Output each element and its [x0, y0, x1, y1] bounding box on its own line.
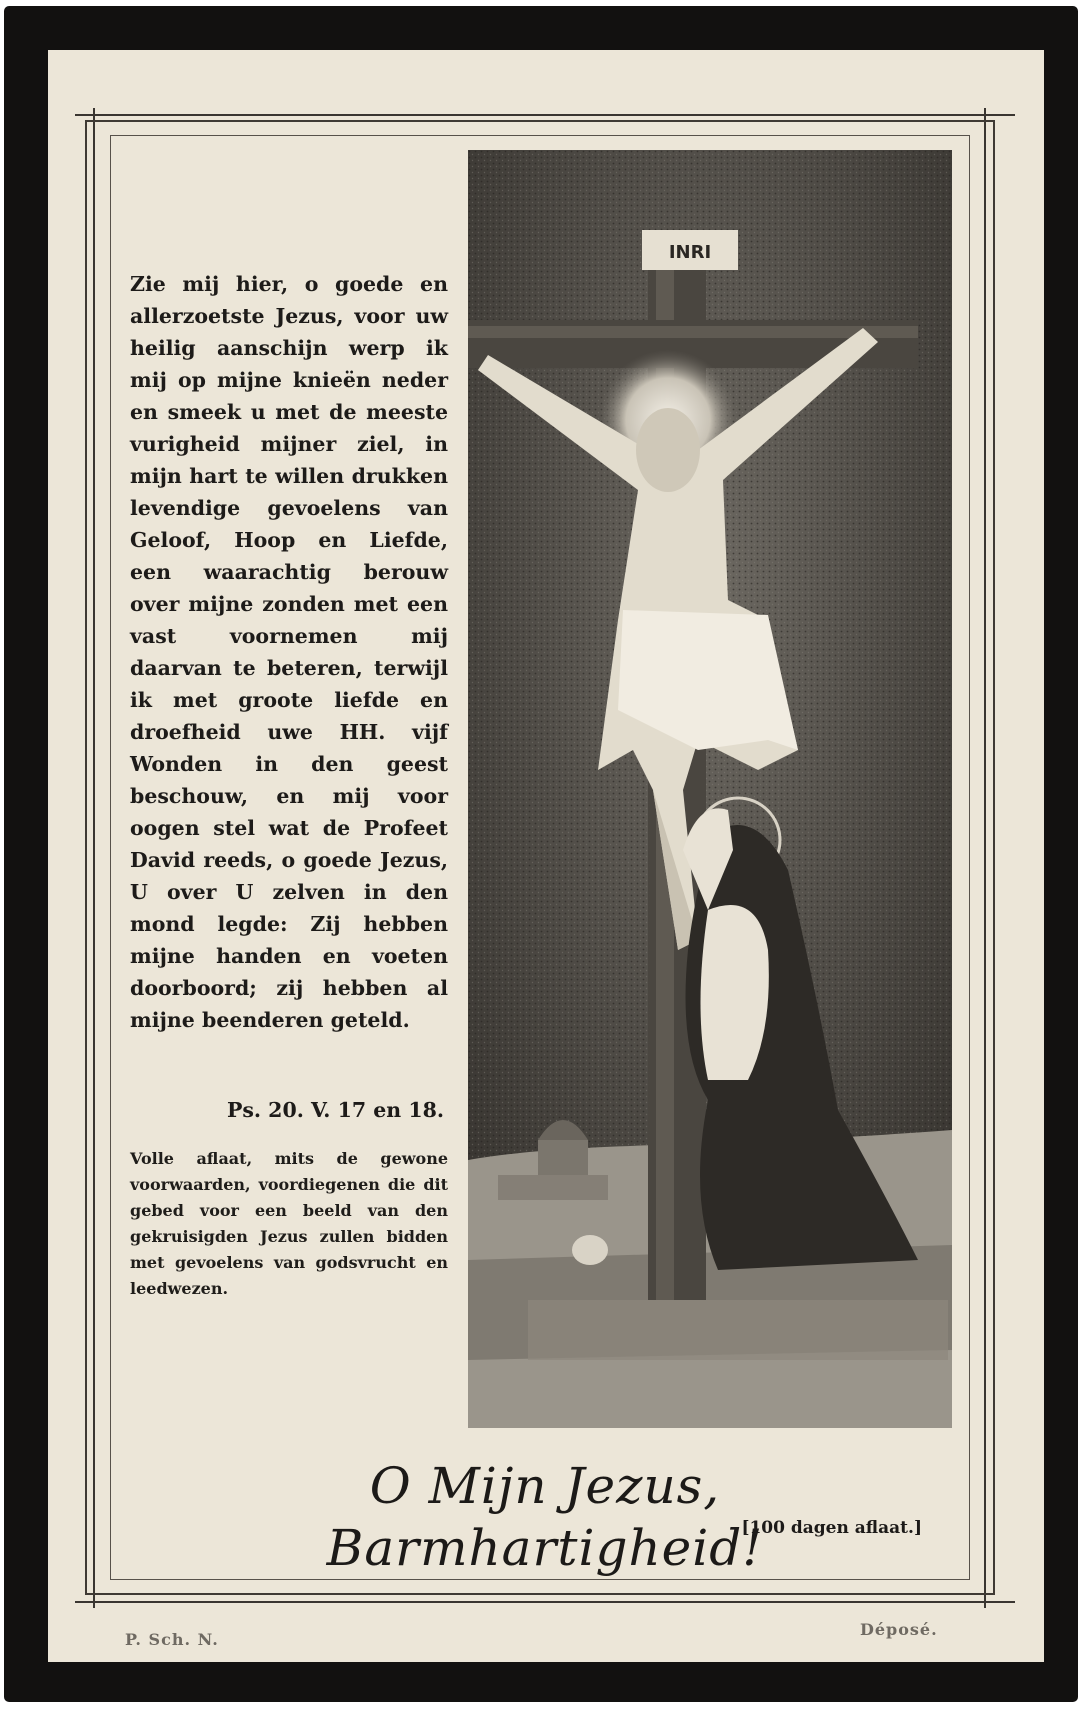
- psalm-reference: Ps. 20. V. 17 en 18.: [226, 1098, 444, 1122]
- bottom-rule: [75, 1601, 1015, 1603]
- aflaat-note: [100 dagen aflaat.]: [741, 1518, 922, 1538]
- depose-mark: Déposé.: [860, 1620, 938, 1639]
- indulgence-text: Volle aflaat, mits de gewone voorwaarden, voordiegenen die dit gebed voor een beeld van den gekruisigden Jezus zullen bidden met gevoelens van godsvrucht en leedwezen.: [130, 1149, 448, 1298]
- top-rule: [75, 114, 1015, 116]
- title-text: O Mijn Jezus, Barmhartigheid!: [326, 1457, 764, 1577]
- crucifixion-illustration: [468, 150, 952, 1428]
- printer-imprint: P. Sch. N.: [125, 1630, 219, 1649]
- inri-inscription: INRI: [668, 242, 712, 263]
- prayer-text: Zie mij hier, o goede en allerzoetste Jezus, voor uw heilig aanschijn werp ik mij op mijne knieën neder en smeek u met de meeste vurigheid mijner ziel, in mijn hart te willen drukken levendige gevoelens van Geloof, Hoop en Liefde, een waarachtig berouw over mijne zonden met een vast voornemen mij daarvan te beteren, terwijl ik met groote liefde en droefheid uwe HH. vijf Wonden in den geest beschouw, en mij voor oogen stel wat de Profeet David reeds, o goede Jezus, U over U zelven in den mond legde: Zij hebben mijne handen en voeten doorboord; zij hebben al mijne beenderen geteld.: [130, 272, 448, 1032]
- crucifixion-engraving: [468, 150, 952, 1428]
